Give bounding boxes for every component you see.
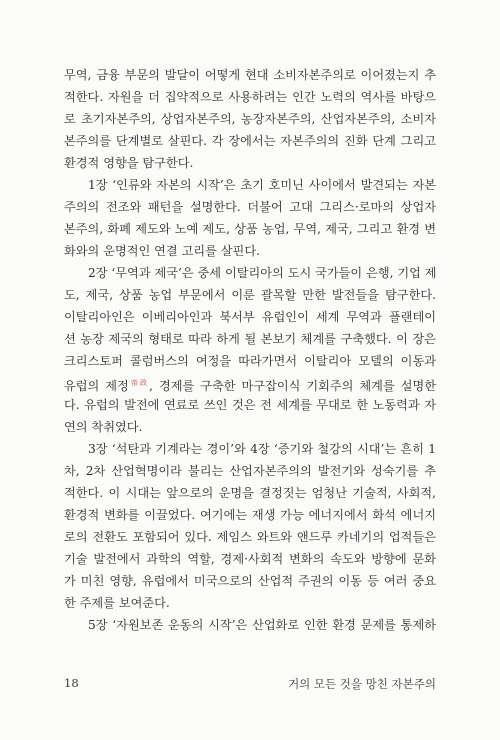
text-line: 다. 유럽의 발전에 연료로 쓰인 것은 전 세계를 무대로 한 노동력과 자 bbox=[64, 398, 436, 412]
page-number: 18 bbox=[64, 676, 79, 690]
text-line: 가 미친 영향, 유럽에서 미국으로의 산업적 주권의 이동 등 여러 중요 bbox=[64, 574, 436, 588]
text-line: 본주의를 단계별로 살핀다. 각 장에서는 자본주의의 진화 단계 그리고 bbox=[64, 134, 436, 148]
text-line: 적한다. 이 시대는 앞으로의 운명을 결정짓는 엄청난 기술적, 사회적, bbox=[64, 486, 436, 500]
text-line: 5장 ‘자원보존 운동의 시작’은 산업화로 인한 환경 문제를 통제하 bbox=[88, 618, 436, 632]
text-line: 본주의, 화폐 제도와 노예 제도, 상품 농업, 무역, 제국, 그리고 환경 변 bbox=[64, 222, 436, 236]
footnote-mark: 帝政 bbox=[128, 379, 150, 387]
text-line: 이탈리아인은 이베리아인과 북서부 유럽인이 세계 무역과 플랜테이 bbox=[64, 310, 436, 324]
text-segment: , 경제를 구축한 마구잡이식 기회주의 체계를 설명한 bbox=[149, 379, 437, 393]
text-line: 화와의 운명적인 연결 고리를 살핀다. bbox=[64, 244, 260, 258]
text-line: 도, 제국, 상품 농업 부문에서 이룬 괄목할 만한 발전들을 탐구한다. bbox=[64, 288, 436, 302]
text-line: 연의 착취였다. bbox=[64, 420, 143, 434]
text-line-with-footnote bbox=[64, 372, 436, 394]
text-line: 기술 발전에서 과학의 역할, 경제·사회적 변화의 속도와 방향에 문화 bbox=[64, 552, 436, 566]
page-footer bbox=[64, 676, 436, 694]
text-segment: 유럽의 제정 bbox=[64, 379, 129, 393]
text-line: 주의의 전조와 패턴을 설명한다. 더불어 고대 그리스·로마의 상업자 bbox=[64, 200, 436, 214]
running-title: 거의 모든 것을 망친 자본주의 bbox=[288, 677, 436, 691]
text-line: 3장 ‘석탄과 기계라는 경이’와 4장 ‘증기와 철강의 시대’는 흔히 1 bbox=[88, 442, 436, 456]
text-line: 환경적 영향을 탐구한다. bbox=[64, 156, 194, 170]
text-line: 적한다. 자원을 더 집약적으로 사용하려는 인간 노력의 역사를 바탕으 bbox=[64, 90, 436, 104]
text-line: 한 주제를 보여준다. bbox=[64, 596, 170, 610]
text-line: 2장 ‘무역과 제국’은 중세 이탈리아의 도시 국가들이 은행, 기업 제 bbox=[88, 266, 437, 280]
text-line: 로 초기자본주의, 상업자본주의, 농장자본주의, 산업자본주의, 소비자 bbox=[64, 112, 436, 126]
text-line: 크리스토퍼 콜럼버스의 여정을 따라가면서 이탈리아 모델의 이동과 bbox=[64, 354, 436, 368]
text-line: 션 농장 제국의 형태로 따라 하게 될 본보기 체계를 구축했다. 이 장은 bbox=[64, 332, 436, 346]
body-text bbox=[64, 64, 436, 636]
text-line: 로의 전환도 포함되어 있다. 제임스 와트와 앤드루 카네기의 업적들은 bbox=[64, 530, 436, 544]
text-line: 무역, 금융 부문의 발달이 어떻게 현대 소비자본주의로 이어졌는지 추 bbox=[64, 68, 436, 82]
text-line: 1장 ‘인류와 자본의 시작’은 초기 호미닌 사이에서 발견되는 자본 bbox=[88, 178, 436, 192]
text-line: 차, 2차 산업혁명이라 불리는 산업자본주의의 발전기와 성숙기를 추 bbox=[64, 464, 436, 478]
text-line: 환경적 변화를 이끌었다. 여기에는 재생 가능 에너지에서 화석 에너지 bbox=[64, 508, 436, 522]
